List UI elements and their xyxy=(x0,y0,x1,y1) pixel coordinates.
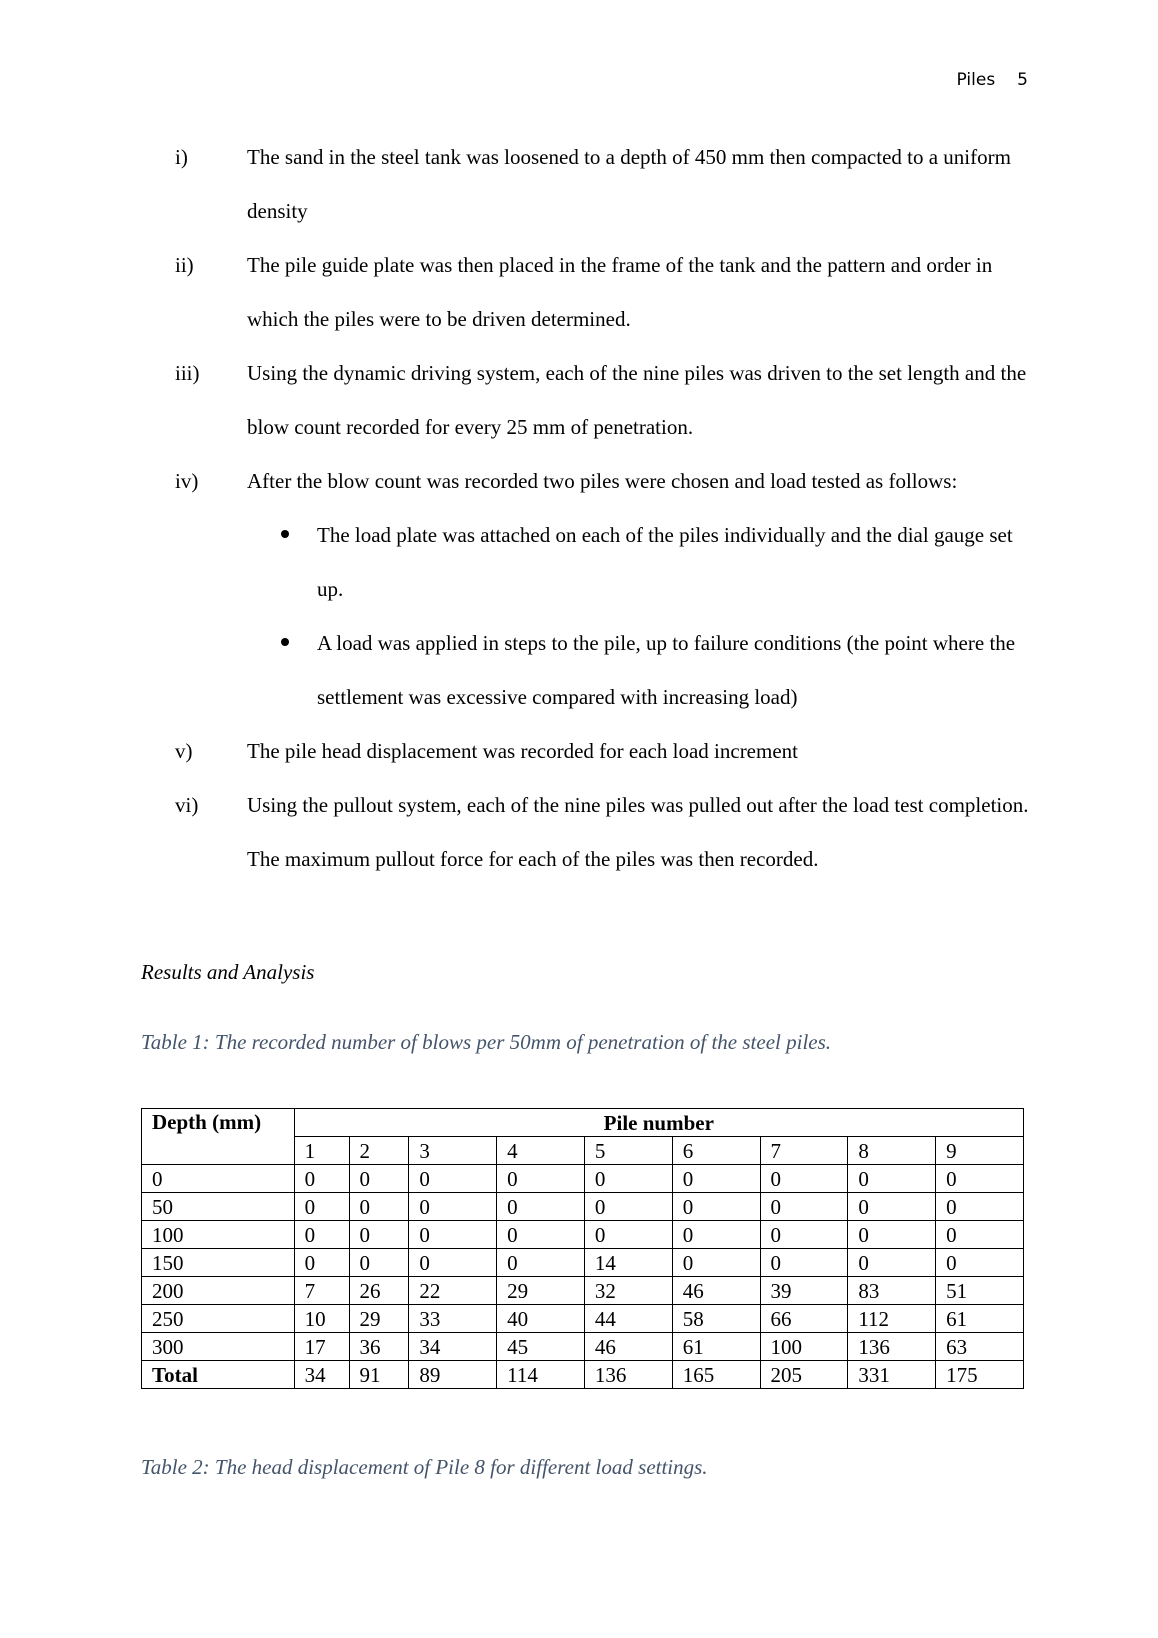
blow-count-cell: 0 xyxy=(294,1249,349,1277)
blow-count-cell: 100 xyxy=(760,1333,848,1361)
blow-count-cell: 34 xyxy=(409,1333,497,1361)
step-number: iv) xyxy=(175,469,199,493)
step-text: After the blow count was recorded two piles were chosen and load tested as follows: xyxy=(247,469,958,493)
table2-caption: Table 2: The head displacement of Pile 8 for different load settings. xyxy=(141,1455,708,1479)
total-cell: 114 xyxy=(497,1361,585,1389)
bullet-text: A load was applied in steps to the pile, up to failure conditions (the point where the settlement was excessive compared with increasing load) xyxy=(317,631,1016,709)
total-row xyxy=(142,1361,1024,1389)
depth-cell: 300 xyxy=(142,1333,295,1361)
total-cell: 34 xyxy=(294,1361,349,1389)
bullet-text: The load plate was attached on each of the piles individually and the dial gauge set up. xyxy=(317,523,1013,601)
blow-count-cell: 61 xyxy=(936,1305,1024,1333)
pile-number-cell: 5 xyxy=(584,1137,672,1165)
pile-number-cell: 2 xyxy=(349,1137,409,1165)
blow-count-cell: 29 xyxy=(349,1305,409,1333)
blow-count-cell: 0 xyxy=(409,1249,497,1277)
depth-header: Depth (mm) xyxy=(142,1109,295,1165)
table-body xyxy=(142,1165,1024,1389)
blow-count-cell: 40 xyxy=(497,1305,585,1333)
blow-count-cell: 0 xyxy=(349,1165,409,1193)
blow-count-cell: 0 xyxy=(760,1249,848,1277)
table-row xyxy=(142,1193,1024,1221)
bullet-item xyxy=(175,616,1035,724)
blow-count-cell: 0 xyxy=(760,1221,848,1249)
blow-count-table xyxy=(141,1108,1024,1389)
step-number: ii) xyxy=(175,253,194,277)
procedure-steps xyxy=(175,130,1035,886)
blow-count-cell: 39 xyxy=(760,1277,848,1305)
procedure-step xyxy=(175,724,1035,778)
blow-count-cell: 0 xyxy=(584,1221,672,1249)
step-number: vi) xyxy=(175,793,199,817)
blow-count-cell: 0 xyxy=(760,1165,848,1193)
blow-count-cell: 0 xyxy=(409,1221,497,1249)
page-header xyxy=(957,70,1028,90)
blow-count-cell: 22 xyxy=(409,1277,497,1305)
blow-count-cell: 0 xyxy=(349,1193,409,1221)
blow-count-cell: 0 xyxy=(848,1249,936,1277)
blow-count-cell: 14 xyxy=(584,1249,672,1277)
bullet-list xyxy=(175,508,1035,724)
blow-count-cell: 0 xyxy=(848,1193,936,1221)
depth-cell: 100 xyxy=(142,1221,295,1249)
table1-caption: Table 1: The recorded number of blows per 50mm of penetration of the steel piles. xyxy=(141,1030,832,1054)
blow-count-cell: 0 xyxy=(672,1193,760,1221)
table-row xyxy=(142,1305,1024,1333)
depth-cell: 250 xyxy=(142,1305,295,1333)
total-cell: 205 xyxy=(760,1361,848,1389)
step-text: The pile head displacement was recorded for each load increment xyxy=(247,739,798,763)
table-row xyxy=(142,1249,1024,1277)
blow-count-cell: 58 xyxy=(672,1305,760,1333)
total-label: Total xyxy=(142,1361,295,1389)
table-row xyxy=(142,1333,1024,1361)
pile-number-cell: 4 xyxy=(497,1137,585,1165)
blow-count-cell: 45 xyxy=(497,1333,585,1361)
blow-count-cell: 10 xyxy=(294,1305,349,1333)
page-number: 5 xyxy=(1017,70,1028,90)
blow-count-cell: 29 xyxy=(497,1277,585,1305)
depth-cell: 50 xyxy=(142,1193,295,1221)
blow-count-cell: 0 xyxy=(936,1221,1024,1249)
blow-count-cell: 46 xyxy=(672,1277,760,1305)
pile-number-cell: 9 xyxy=(936,1137,1024,1165)
section-title: Results and Analysis xyxy=(141,960,315,984)
blow-count-cell: 0 xyxy=(497,1249,585,1277)
total-cell: 89 xyxy=(409,1361,497,1389)
step-number: i) xyxy=(175,145,188,169)
pile-number-cell: 8 xyxy=(848,1137,936,1165)
blow-count-cell: 0 xyxy=(672,1165,760,1193)
blow-count-cell: 26 xyxy=(349,1277,409,1305)
pile-number-cell: 1 xyxy=(294,1137,349,1165)
blow-count-cell: 63 xyxy=(936,1333,1024,1361)
blow-count-cell: 136 xyxy=(848,1333,936,1361)
total-cell: 165 xyxy=(672,1361,760,1389)
blow-count-cell: 0 xyxy=(584,1165,672,1193)
blow-count-cell: 0 xyxy=(497,1221,585,1249)
blow-count-cell: 0 xyxy=(497,1193,585,1221)
blow-count-cell: 7 xyxy=(294,1277,349,1305)
blow-count-cell: 36 xyxy=(349,1333,409,1361)
total-cell: 136 xyxy=(584,1361,672,1389)
blow-count-cell: 0 xyxy=(349,1249,409,1277)
blow-count-cell: 0 xyxy=(848,1165,936,1193)
blow-count-cell: 46 xyxy=(584,1333,672,1361)
blow-count-cell: 0 xyxy=(936,1193,1024,1221)
blow-count-cell: 0 xyxy=(294,1221,349,1249)
blow-count-cell: 61 xyxy=(672,1333,760,1361)
blow-count-cell: 0 xyxy=(936,1249,1024,1277)
total-cell: 331 xyxy=(848,1361,936,1389)
pile-number-cell: 3 xyxy=(409,1137,497,1165)
blow-count-cell: 17 xyxy=(294,1333,349,1361)
procedure-step xyxy=(175,778,1035,886)
blow-count-cell: 0 xyxy=(409,1165,497,1193)
blow-count-cell: 0 xyxy=(672,1249,760,1277)
blow-count-cell: 33 xyxy=(409,1305,497,1333)
total-cell: 175 xyxy=(936,1361,1024,1389)
blow-count-cell: 0 xyxy=(760,1193,848,1221)
pile-number-cell: 6 xyxy=(672,1137,760,1165)
total-cell: 91 xyxy=(349,1361,409,1389)
depth-cell: 150 xyxy=(142,1249,295,1277)
procedure-step xyxy=(175,130,1035,238)
bullet-dot-icon xyxy=(281,638,289,646)
table-row xyxy=(142,1221,1024,1249)
blow-count-cell: 0 xyxy=(672,1221,760,1249)
header-title: Piles xyxy=(956,70,996,90)
bullet-item xyxy=(175,508,1035,616)
blow-count-cell: 112 xyxy=(848,1305,936,1333)
blow-count-cell: 0 xyxy=(349,1221,409,1249)
pile-number-cell: 7 xyxy=(760,1137,848,1165)
step-text: The pile guide plate was then placed in the frame of the tank and the pattern and order in which the piles were to be driven determined. xyxy=(247,253,993,331)
blow-count-cell: 44 xyxy=(584,1305,672,1333)
table-header-row xyxy=(142,1109,1024,1137)
blow-count-cell: 0 xyxy=(409,1193,497,1221)
step-text: Using the dynamic driving system, each of the nine piles was driven to the set length and the blow count recorded for every 25 mm of penetration. xyxy=(247,361,1027,439)
depth-cell: 200 xyxy=(142,1277,295,1305)
bullet-dot-icon xyxy=(281,530,289,538)
blow-count-cell: 0 xyxy=(848,1221,936,1249)
blow-count-cell: 32 xyxy=(584,1277,672,1305)
table-row xyxy=(142,1165,1024,1193)
blow-count-cell: 0 xyxy=(936,1165,1024,1193)
blow-count-cell: 0 xyxy=(584,1193,672,1221)
procedure-step xyxy=(175,238,1035,346)
step-number: v) xyxy=(175,739,193,763)
pile-number-header: Pile number xyxy=(294,1109,1023,1137)
blow-count-cell: 0 xyxy=(294,1165,349,1193)
blow-count-cell: 0 xyxy=(294,1193,349,1221)
blow-count-cell: 66 xyxy=(760,1305,848,1333)
procedure-step xyxy=(175,454,1035,508)
step-text: The sand in the steel tank was loosened to a depth of 450 mm then compacted to a uniform density xyxy=(247,145,1011,223)
step-number: iii) xyxy=(175,361,200,385)
table-row xyxy=(142,1277,1024,1305)
blow-count-cell: 83 xyxy=(848,1277,936,1305)
depth-cell: 0 xyxy=(142,1165,295,1193)
blow-count-cell: 51 xyxy=(936,1277,1024,1305)
step-text: Using the pullout system, each of the nine piles was pulled out after the load test completion. The maximum pullout force for each of the piles was then recorded. xyxy=(247,793,1029,871)
procedure-step xyxy=(175,346,1035,454)
blow-count-cell: 0 xyxy=(497,1165,585,1193)
